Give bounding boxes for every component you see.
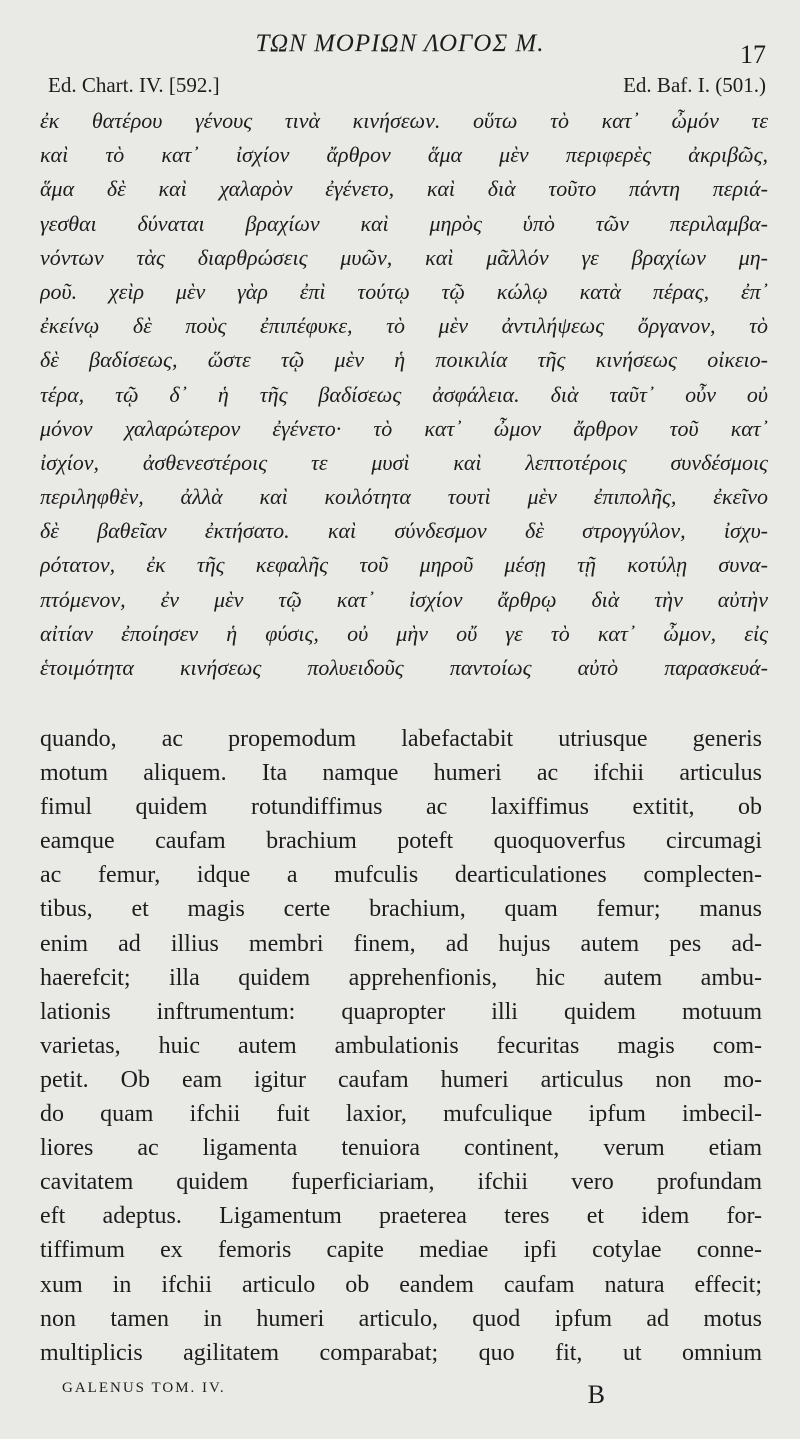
latin-text-line: liores ac ligamenta tenuiora continent, verum etiam xyxy=(40,1135,762,1162)
latin-text-line: multiplicis agilitatem comparabat; quo fit, ut omnium xyxy=(40,1339,762,1366)
running-head: ΤΩΝ ΜΟΡΙΩΝ ΛΟΓΟΣ Μ. xyxy=(255,30,545,57)
greek-text-line: ἑτοιμότητα κινήσεως πολυειδοῦς παντοίως αὐτὸ παρασκευά- xyxy=(40,655,768,680)
greek-text-line: δὲ βαδίσεως, ὥστε τῷ μὲν ἡ ποικιλία τῆς κινήσεως οἰκειο- xyxy=(40,347,768,373)
edition-line xyxy=(48,73,766,98)
signature-text: GALENUS TOM. IV. xyxy=(62,1380,226,1396)
greek-text-line: ροῦ. χεὶρ μὲν γὰρ ἐπὶ τούτῳ τῷ κώλῳ κατὰ πέρας, ἐπ᾽ xyxy=(40,278,768,304)
greek-text-line: ἐκείνῳ δὲ ποὺς ἐπιπέφυκε, τὸ μὲν ἀντιλήψεως ὄργανον, τὸ xyxy=(40,313,768,339)
latin-text-line: do quam ifchii fuit laxior, mufculique ipfum imbecil- xyxy=(40,1101,762,1128)
latin-text-line: eft adeptus. Ligamentum praeterea teres et idem for- xyxy=(40,1203,762,1230)
greek-text-line: τέρα, τῷ δ᾽ ἡ τῆς βαδίσεως ἀσφάλεια. διὰ ταῦτ᾽ οὖν οὐ xyxy=(40,381,768,407)
greek-text-line: δὲ βαθεῖαν ἐκτήσατο. καὶ σύνδεσμον δὲ στρογγύλον, ἰσχυ- xyxy=(40,518,768,544)
greek-text-line: γεσθαι δύναται βραχίων καὶ μηρὸς ὑπὸ τῶν περιλαμβα- xyxy=(40,210,768,236)
latin-text-line: lationis inftrumentum: quapropter illi quidem motuum xyxy=(40,998,762,1025)
latin-text-line: eamque caufam brachium poteft quoquoverfus circumagi xyxy=(40,828,762,855)
edition-basel: Ed. Baf. I. (501.) xyxy=(623,73,766,97)
latin-text-line: motum aliquem. Ita namque humeri ac ifchii articulus xyxy=(40,760,762,787)
latin-text-line: tibus, et magis certe brachium, quam femur; manus xyxy=(40,896,762,923)
latin-text-line: haerefcit; illa quidem apprehenfionis, hic autem ambu- xyxy=(40,964,762,991)
greek-text-line: ἅμα δὲ καὶ χαλαρὸν ἐγένετο, καὶ διὰ τοῦτο πάντη περιά- xyxy=(40,176,768,202)
greek-text-line: καὶ τὸ κατ᾽ ἰσχίον ἄρθρον ἅμα μὲν περιφερὲς ἀκριβῶς, xyxy=(40,142,768,168)
latin-text-line: quando, ac propemodum labefactabit utriusque generis xyxy=(40,726,762,752)
greek-text-line: περιληφθὲν, ἀλλὰ καὶ κοιλότητα τουτὶ μὲν ἐπιπολῆς, ἐκεῖνο xyxy=(40,484,768,510)
signature-line xyxy=(62,1380,605,1410)
latin-text-line: fimul quidem rotundiffimus ac laxiffimus extitit, ob xyxy=(40,794,762,821)
greek-text-line: μόνον χαλαρώτερον ἐγένετο· τὸ κατ᾽ ὦμον ἄρθρον τοῦ κατ᾽ xyxy=(40,415,768,441)
greek-text-line: νόντων τὰς διαρθρώσεις μυῶν, καὶ μᾶλλόν γε βραχίων μη- xyxy=(40,244,768,270)
page-number: 17 xyxy=(740,40,766,69)
latin-text-line: non tamen in humeri articulo, quod ipfum ad motus xyxy=(40,1305,762,1332)
latin-text-line: ac femur, idque a mufculis dearticulationes complecten- xyxy=(40,862,762,889)
latin-text-line: cavitatem quidem fuperficiariam, ifchii vero profundam xyxy=(40,1169,762,1196)
latin-text-line: petit. Ob eam igitur caufam humeri articulus non mo- xyxy=(40,1066,762,1093)
signature-mark: B xyxy=(587,1380,605,1409)
edition-chart: Ed. Chart. IV. [592.] xyxy=(48,73,220,97)
latin-text-line: tiffimum ex femoris capite mediae ipfi cotylae conne- xyxy=(40,1237,762,1264)
latin-text-line: enim ad illius membri finem, ad hujus autem pes ad- xyxy=(40,930,762,957)
greek-text xyxy=(40,104,768,685)
greek-text-line: ἐκ θατέρου γένους τινὰ κινήσεων. οὕτω τὸ κατ᾽ ὦμόν τε xyxy=(40,108,768,133)
greek-text-line: πτόμενον, ἐν μὲν τῷ κατ᾽ ἰσχίον ἄρθρῳ διὰ τὴν αὐτὴν xyxy=(40,586,768,612)
latin-text-line: xum in ifchii articulo ob eandem caufam natura effecit; xyxy=(40,1271,762,1298)
greek-text-line: ρότατον, ἐκ τῆς κεφαλῆς τοῦ μηροῦ μέσῃ τῇ κοτύλῃ συνα- xyxy=(40,552,768,578)
latin-text xyxy=(40,722,762,1370)
greek-text-line: ἰσχίον, ἀσθενεστέροις τε μυσὶ καὶ λεπτοτέροις συνδέσμοις xyxy=(40,449,768,475)
greek-text-line: αἰτίαν ἐποίησεν ἡ φύσις, οὐ μὴν οὔ γε τὸ κατ᾽ ὦμον, εἰς xyxy=(40,620,768,646)
latin-text-line: varietas, huic autem ambulationis fecuritas magis com- xyxy=(40,1032,762,1059)
